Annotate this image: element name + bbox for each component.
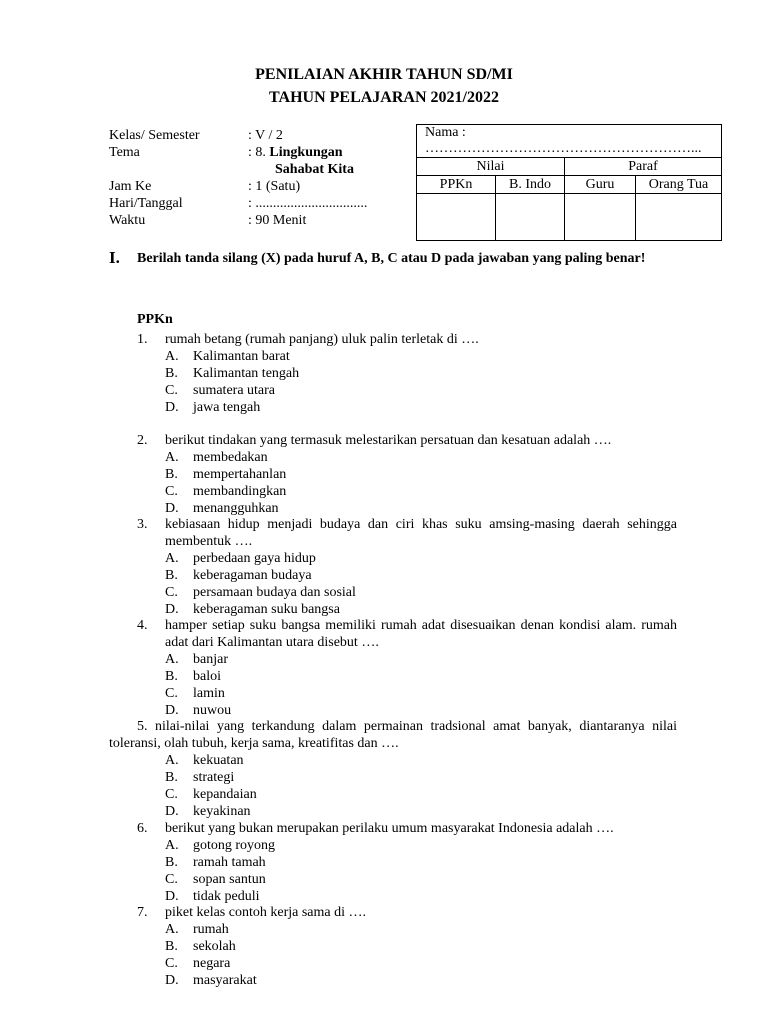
question-3 [109, 516, 677, 550]
question-text: berikut tindakan yang termasuk melestarikan persatuan dan kesatuan adalah …. [165, 433, 612, 448]
jam-label: Jam Ke [109, 179, 152, 194]
question-number: 3. [137, 517, 148, 532]
question-text: piket kelas contoh kerja sama di …. [165, 905, 366, 920]
tema-label: Tema [109, 145, 140, 160]
question-number: 6. [137, 821, 148, 836]
score-bindo-cell[interactable] [496, 194, 565, 241]
score-table [416, 124, 722, 241]
paraf-header: Paraf [565, 158, 722, 176]
jam-value: : 1 (Satu) [248, 179, 301, 194]
question-number: 4. [137, 618, 148, 633]
question-2 [109, 432, 677, 449]
tema-value-line2: Sahabat Kita [275, 162, 354, 177]
hari-value: : ................................ [248, 196, 368, 211]
waktu-value: : 90 Menit [248, 213, 307, 228]
question-text: hamper setiap suku bangsa memiliki rumah adat disesuaikan denan kondisi alam. rumah adat dari Kalimantan utara disebut …. [165, 618, 677, 650]
question-number: 2. [137, 433, 148, 448]
col-guru: Guru [565, 176, 636, 194]
question-number: 5. [137, 719, 148, 734]
nama-dots: …………………………………………………... [425, 141, 702, 156]
hari-label: Hari/Tanggal [109, 196, 183, 211]
nilai-header: Nilai [417, 158, 565, 176]
nama-label: Nama : [425, 125, 466, 140]
exam-title: PENILAIAN AKHIR TAHUN SD/MI [255, 66, 513, 83]
question-number: 7. [137, 905, 148, 920]
question-6 [109, 820, 677, 837]
exam-year: TAHUN PELAJARAN 2021/2022 [269, 89, 499, 106]
question-text: nilai-nilai yang terkandung dalam permainan tradsional amat banyak, diantaranya nilai toleransi, olah tubuh, kerja sama, kreatifitas dan …. [109, 719, 678, 751]
sign-orangtua-cell[interactable] [636, 194, 722, 241]
question-text: rumah betang (rumah panjang) uluk palin terletak di …. [165, 332, 479, 347]
question-text: kebiasaan hidup menjadi budaya dan ciri khas suku amsing-masing daerah sehingga membentuk …. [165, 517, 677, 549]
score-ppkn-cell[interactable] [417, 194, 496, 241]
nama-field[interactable] [417, 125, 722, 158]
question-1 [109, 331, 677, 348]
question-7 [109, 904, 677, 921]
question-5 [109, 718, 677, 752]
sign-guru-cell[interactable] [565, 194, 636, 241]
waktu-label: Waktu [109, 213, 146, 228]
col-orangtua: Orang Tua [636, 176, 722, 194]
kelas-label: Kelas/ Semester [109, 128, 200, 143]
col-bindo: B. Indo [496, 176, 565, 194]
question-text: berikut yang bukan merupakan perilaku umum masyarakat Indonesia adalah …. [165, 821, 614, 836]
section-number: I. [109, 248, 120, 267]
subject-heading: PPKn [137, 312, 173, 327]
question-number: 1. [137, 332, 148, 347]
col-ppkn: PPKn [417, 176, 496, 194]
tema-value: : 8. Lingkungan [248, 145, 343, 160]
section-instruction: Berilah tanda silang (X) pada huruf A, B, C atau D pada jawaban yang paling benar! [137, 251, 646, 266]
question-4 [109, 617, 677, 651]
kelas-value: : V / 2 [248, 128, 283, 143]
